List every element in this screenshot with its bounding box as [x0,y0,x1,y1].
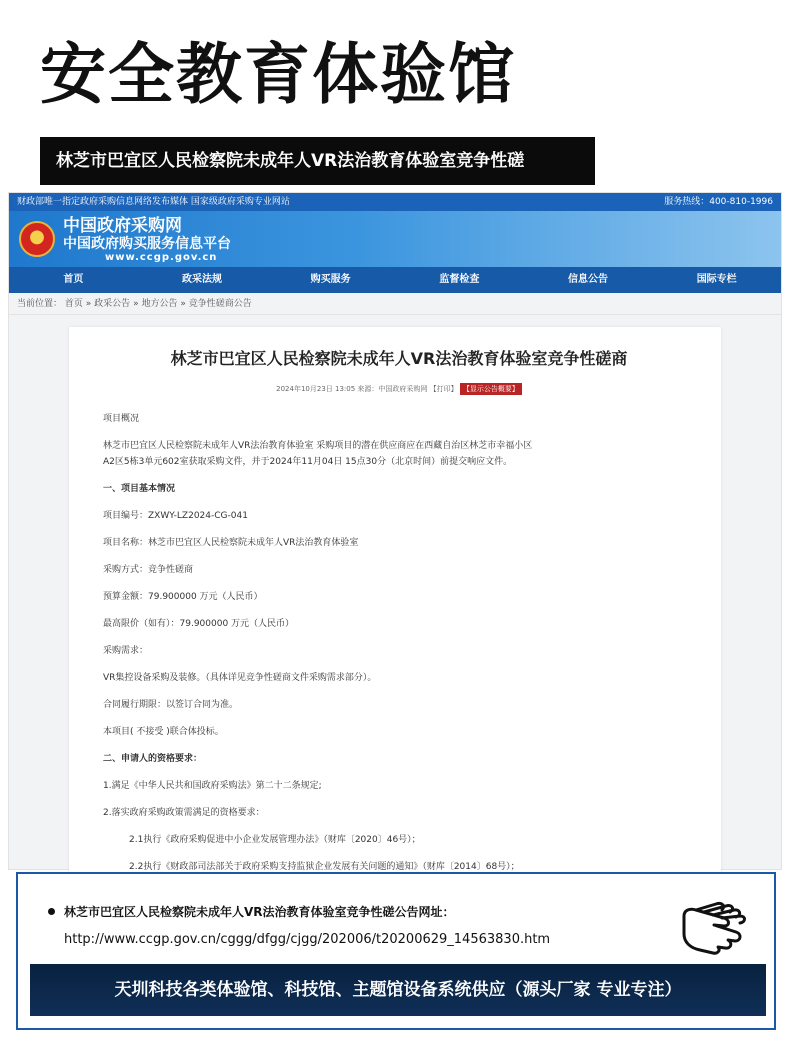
requirement-subitem: 2.1执行《政府采购促进中小企业发展管理办法》（财库〔2020〕46号）； [129,835,421,845]
pointing-hand-icon [678,894,758,954]
overview-heading: 项目概况 [103,414,140,424]
site-header [9,211,781,267]
nav-regulations[interactable]: 政采法规 [182,274,222,285]
nav-announcements[interactable]: 信息公告 [568,274,609,285]
breadcrumb-home[interactable]: 首页 [64,299,83,309]
page-title: 安全教育体验馆 [40,36,516,113]
nav-home[interactable]: 首页 [63,274,84,285]
consortium-note: 本项目( 不接受 )联合体投标。 [103,727,224,737]
breadcrumb-sep: » [85,299,92,309]
breadcrumb-sep: » [180,299,186,309]
url-label: 林芝市巴宜区人民检察院未成年人VR法治教育体验室竞争性磋公告网址： [64,905,455,919]
topbar-hotline: 服务热线：400-810-1996 [664,197,773,207]
supplier-banner: 天圳科技各类体验馆、科技馆、主题馆设备系统供应（源头厂家 专业专注） [30,964,766,1016]
overview-line: A2区5栋3单元602室获取采购文件，并于2024年11月04日 15点30分（北京时间）前提交响应文件。 [103,457,513,467]
budget-amount: 预算金额：79.900000 万元（人民币） [103,592,263,602]
section-heading: 二、申请人的资格要求： [103,754,203,764]
breadcrumb-label: 当前位置： [17,299,63,309]
site-topbar [9,193,781,211]
requirement-item: 1.满足《中华人民共和国政府采购法》第二十二条规定; [103,781,322,791]
national-emblem-icon [19,221,55,257]
article-title: 林芝市巴宜区人民检察院未成年人VR法治教育体验室竞争性磋商 [170,349,628,368]
procurement-method: 采购方式：竞争性磋商 [103,565,194,575]
requirement-label: 采购需求： [103,646,149,656]
article-meta-text: 2024年10月23日 13:05 来源：中国政府采购网 【打印】 [276,385,458,393]
announcement-url-box [16,872,776,1030]
section-heading: 一、项目基本情况 [103,484,176,494]
website-screenshot [8,192,782,870]
site-name[interactable]: 中国政府采购网 [63,216,182,236]
site-url: www.ccgp.gov.cn [105,252,218,263]
nav-supervision[interactable]: 监督检查 [439,274,480,285]
project-name: 项目名称：林芝市巴宜区人民检察院未成年人VR法治教育体验室 [103,538,359,548]
project-number: 项目编号：ZXWY-LZ2024-CG-041 [103,511,248,521]
article [69,327,721,887]
site-subname: 中国政府购买服务信息平台 [63,236,231,252]
contract-period: 合同履行期限：以签订合同为准。 [103,700,239,710]
topbar-slogan: 财政部唯一指定政府采购信息网络发布媒体 国家级政府采购专业网站 [17,197,290,207]
requirement-item: 2.落实政府采购政策需满足的资格要求： [103,808,265,818]
announcement-url[interactable]: http://www.ccgp.gov.cn/cggg/dfgg/cjgg/202006/t20200629_14563830.htm [64,932,551,947]
max-price: 最高限价（如有）：79.900000 万元（人民币） [103,619,295,629]
nav-international[interactable]: 国际专栏 [696,274,737,285]
article-meta [103,383,695,395]
overview-line: 林芝市巴宜区人民检察院未成年人VR法治教育体验室 采购项目的潜在供应商应在西藏自治区林芝市幸福小区 [103,441,533,451]
nav-purchase-services[interactable]: 购买服务 [310,274,351,285]
site-nav [9,267,781,293]
summary-button[interactable]: 【显示公告概要】 [460,383,522,395]
requirement-text: VR集控设备采购及装修。（具体详见竞争性磋商文件采购需求部分）。 [103,673,377,683]
breadcrumb-current[interactable]: 竞争性磋商公告 [188,299,252,309]
breadcrumb-local[interactable]: 地方公告 [141,299,178,309]
breadcrumb-sep: » [133,299,139,309]
breadcrumb [9,293,781,315]
sub-banner: 林芝市巴宜区人民检察院未成年人VR法治教育体验室竞争性磋 [40,137,595,185]
bullet-icon [48,908,55,915]
breadcrumb-procurement[interactable]: 政采公告 [94,299,131,309]
requirement-subitem: 2.2执行《财政部司法部关于政府采购支持监狱企业发展有关问题的通知》（财库〔2014〕68号）； [129,862,520,872]
